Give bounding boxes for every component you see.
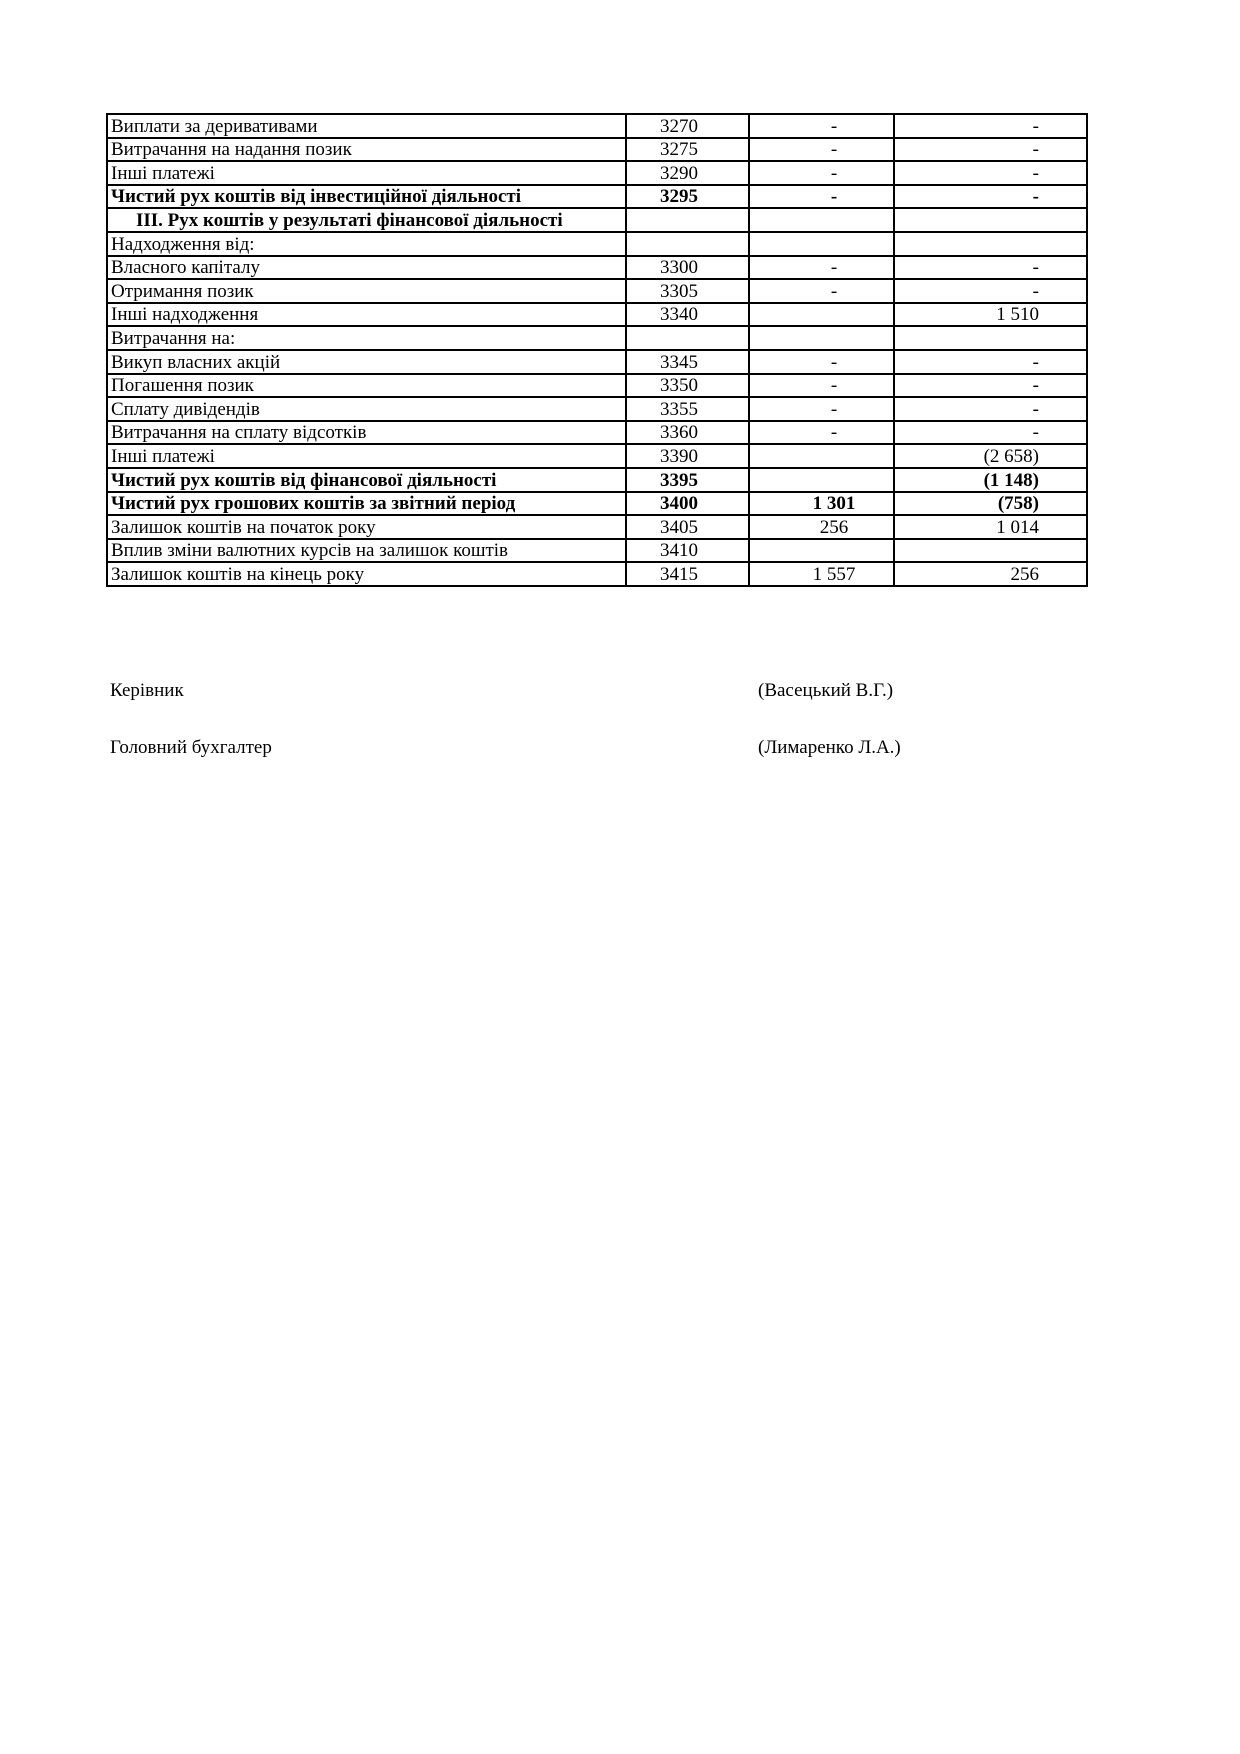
current-period-cell: - <box>749 279 894 303</box>
row-code-cell: 3290 <box>626 161 749 185</box>
row-name-cell: Витрачання на сплату відсотків <box>107 421 626 445</box>
row-code-cell: 3400 <box>626 492 749 516</box>
table-row <box>107 397 1087 421</box>
table-row <box>107 468 1087 492</box>
current-period-cell: - <box>749 161 894 185</box>
current-period-cell: - <box>749 421 894 445</box>
previous-period-cell: - <box>894 350 1087 374</box>
table-row <box>107 374 1087 398</box>
table-row <box>107 208 1087 232</box>
current-period-cell: - <box>749 350 894 374</box>
table-row <box>107 279 1087 303</box>
row-code-cell: 3395 <box>626 468 749 492</box>
row-name-cell: Чистий рух коштів від інвестиційної діяльності <box>107 185 626 209</box>
previous-period-cell: 1 510 <box>894 303 1087 327</box>
row-code-cell: 3415 <box>626 562 749 586</box>
current-period-cell: - <box>749 114 894 138</box>
table-row <box>107 421 1087 445</box>
previous-period-cell: - <box>894 161 1087 185</box>
table-row <box>107 185 1087 209</box>
row-code-cell <box>626 232 749 256</box>
row-name-cell: Сплату дивідендів <box>107 397 626 421</box>
cash-flow-table <box>106 113 1088 587</box>
previous-period-cell: - <box>894 421 1087 445</box>
previous-period-cell <box>894 232 1087 256</box>
previous-period-cell: (1 148) <box>894 468 1087 492</box>
current-period-cell: - <box>749 374 894 398</box>
previous-period-cell: - <box>894 374 1087 398</box>
row-code-cell <box>626 208 749 232</box>
current-period-cell <box>749 303 894 327</box>
current-period-cell: 256 <box>749 515 894 539</box>
row-name-cell: Витрачання на: <box>107 326 626 350</box>
current-period-cell <box>749 468 894 492</box>
row-code-cell: 3270 <box>626 114 749 138</box>
table-row <box>107 444 1087 468</box>
row-name-cell: Інші платежі <box>107 444 626 468</box>
row-name-cell: Погашення позик <box>107 374 626 398</box>
table-row <box>107 114 1087 138</box>
row-name-cell: ІІІ. Рух коштів у результаті фінансової діяльності <box>107 208 626 232</box>
director-title: Керівник <box>110 680 184 701</box>
row-code-cell: 3275 <box>626 138 749 162</box>
previous-period-cell: - <box>894 256 1087 280</box>
director-name: (Васецький В.Г.) <box>758 680 894 701</box>
previous-period-cell: - <box>894 114 1087 138</box>
current-period-cell: 1 557 <box>749 562 894 586</box>
table-row <box>107 161 1087 185</box>
row-code-cell: 3345 <box>626 350 749 374</box>
current-period-cell <box>749 539 894 563</box>
current-period-cell <box>749 444 894 468</box>
row-name-cell: Інші надходження <box>107 303 626 327</box>
row-name-cell: Викуп власних акцій <box>107 350 626 374</box>
row-code-cell <box>626 326 749 350</box>
row-code-cell: 3340 <box>626 303 749 327</box>
row-code-cell: 3305 <box>626 279 749 303</box>
previous-period-cell <box>894 539 1087 563</box>
row-name-cell: Виплати за деривативами <box>107 114 626 138</box>
current-period-cell: - <box>749 397 894 421</box>
row-name-cell: Вплив зміни валютних курсів на залишок коштів <box>107 539 626 563</box>
chief-accountant-name: (Лимаренко Л.А.) <box>758 737 901 758</box>
current-period-cell: 1 301 <box>749 492 894 516</box>
previous-period-cell: 1 014 <box>894 515 1087 539</box>
current-period-cell: - <box>749 256 894 280</box>
row-name-cell: Власного капіталу <box>107 256 626 280</box>
table-row <box>107 539 1087 563</box>
previous-period-cell <box>894 208 1087 232</box>
previous-period-cell: - <box>894 397 1087 421</box>
previous-period-cell: (758) <box>894 492 1087 516</box>
previous-period-cell: - <box>894 185 1087 209</box>
row-name-cell: Надходження від: <box>107 232 626 256</box>
previous-period-cell: - <box>894 138 1087 162</box>
table-row <box>107 350 1087 374</box>
current-period-cell <box>749 326 894 350</box>
table-row <box>107 562 1087 586</box>
current-period-cell <box>749 208 894 232</box>
cash-flow-table-body <box>107 114 1087 586</box>
row-code-cell: 3405 <box>626 515 749 539</box>
row-code-cell: 3360 <box>626 421 749 445</box>
row-name-cell: Залишок коштів на початок року <box>107 515 626 539</box>
table-row <box>107 303 1087 327</box>
table-row <box>107 326 1087 350</box>
row-name-cell: Витрачання на надання позик <box>107 138 626 162</box>
table-row <box>107 232 1087 256</box>
row-code-cell: 3300 <box>626 256 749 280</box>
table-row <box>107 492 1087 516</box>
table-row <box>107 138 1087 162</box>
row-name-cell: Інші платежі <box>107 161 626 185</box>
previous-period-cell: - <box>894 279 1087 303</box>
previous-period-cell: (2 658) <box>894 444 1087 468</box>
row-name-cell: Чистий рух грошових коштів за звітний період <box>107 492 626 516</box>
row-code-cell: 3295 <box>626 185 749 209</box>
current-period-cell: - <box>749 185 894 209</box>
previous-period-cell: 256 <box>894 562 1087 586</box>
chief-accountant-title: Головний бухгалтер <box>110 737 272 758</box>
table-row <box>107 256 1087 280</box>
table-row <box>107 515 1087 539</box>
row-name-cell: Отримання позик <box>107 279 626 303</box>
row-name-cell: Залишок коштів на кінець року <box>107 562 626 586</box>
row-code-cell: 3390 <box>626 444 749 468</box>
row-code-cell: 3350 <box>626 374 749 398</box>
row-code-cell: 3355 <box>626 397 749 421</box>
previous-period-cell <box>894 326 1087 350</box>
row-code-cell: 3410 <box>626 539 749 563</box>
current-period-cell: - <box>749 138 894 162</box>
row-name-cell: Чистий рух коштів від фінансової діяльності <box>107 468 626 492</box>
current-period-cell <box>749 232 894 256</box>
